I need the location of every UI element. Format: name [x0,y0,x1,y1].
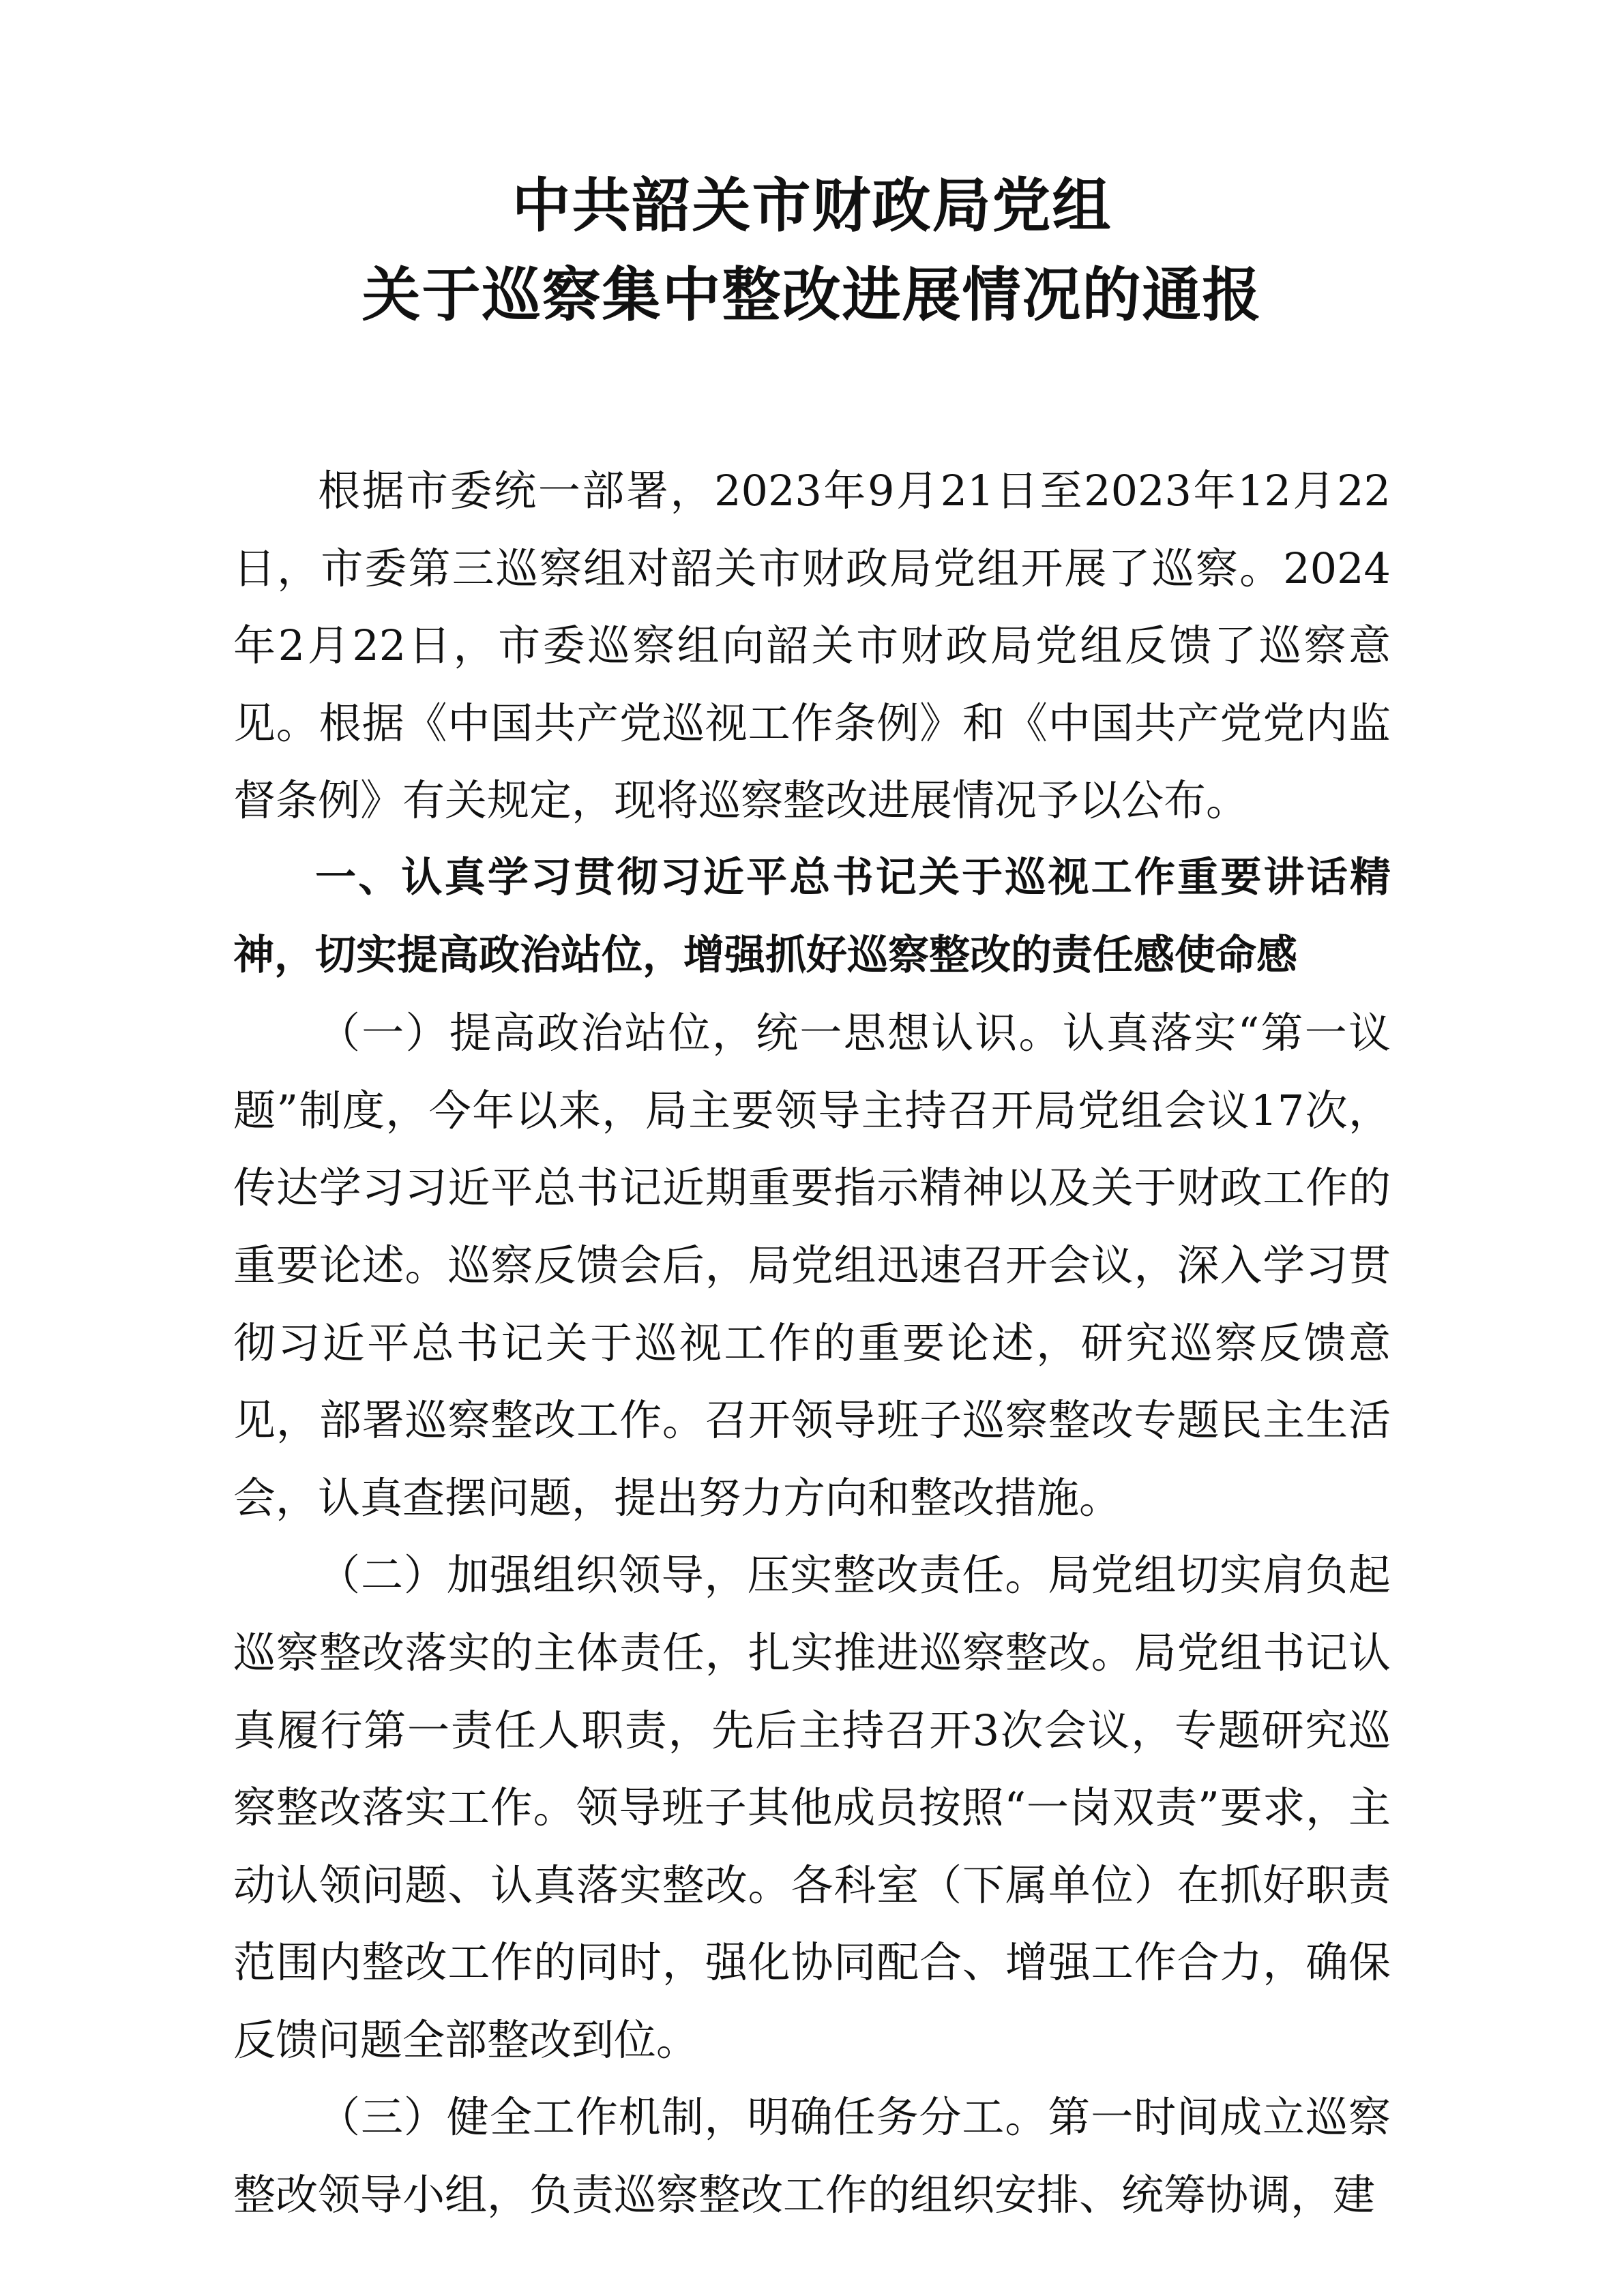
section-heading-1: 一、认真学习贯彻习近平总书记关于巡视工作重要讲话精神，切实提高政治站位，增强抓好巡察整改的责任感使命感 [233,853,1391,979]
document-title-line-1: 中共韶关市财政局党组 [512,171,1112,240]
document-body [233,452,1391,2234]
subsection-paragraph-3: （三）健全工作机制，明确任务分工。第一时间成立巡察整改领导小组，负责巡察整改工作的组织安排、统筹协调，建 [233,2092,1391,2220]
subsection-paragraph-2: （二）加强组织领导，压实整改责任。局党组切实肩负起巡察整改落实的主体责任，扎实推进巡察整改。局党组书记认真履行第一责任人职责，先后主持召开3次会议，专题研究巡察整改落实工作。领导班子其他成员按照“一岗双责”要求，主动认领问题、认真落实整改。各科室（下属单位）在抓好职责范围内整改工作的同时，强化协同配合、增强工作合力，确保反馈问题全部整改到位。 [233,1550,1391,2065]
subsection-paragraph-1: （一）提高政治站位，统一思想认识。认真落实“第一议题”制度，今年以来，局主要领导主持召开局党组会议17次，传达学习习近平总书记近期重要指示精神以及关于财政工作的重要论述。巡察反馈会后，局党组迅速召开会议，深入学习贯彻习近平总书记关于巡视工作的重要论述，研究巡察反馈意见，部署巡察整改工作。召开领导班子巡察整改专题民主生活会，认真查摆问题，提出努力方向和整改措施。 [233,1008,1391,1523]
intro-paragraph: 根据市委统一部署，2023年9月21日至2023年12月22日，市委第三巡察组对韶关市财政局党组开展了巡察。2024年2月22日，市委巡察组向韶关市财政局党组反馈了巡察意见。根据《中国共产党巡视工作条例》和《中国共产党党内监督条例》有关规定，现将巡察整改进展情况予以公布。 [233,466,1391,826]
document-title-line-2: 关于巡察集中整改进展情况的通报 [361,260,1263,329]
